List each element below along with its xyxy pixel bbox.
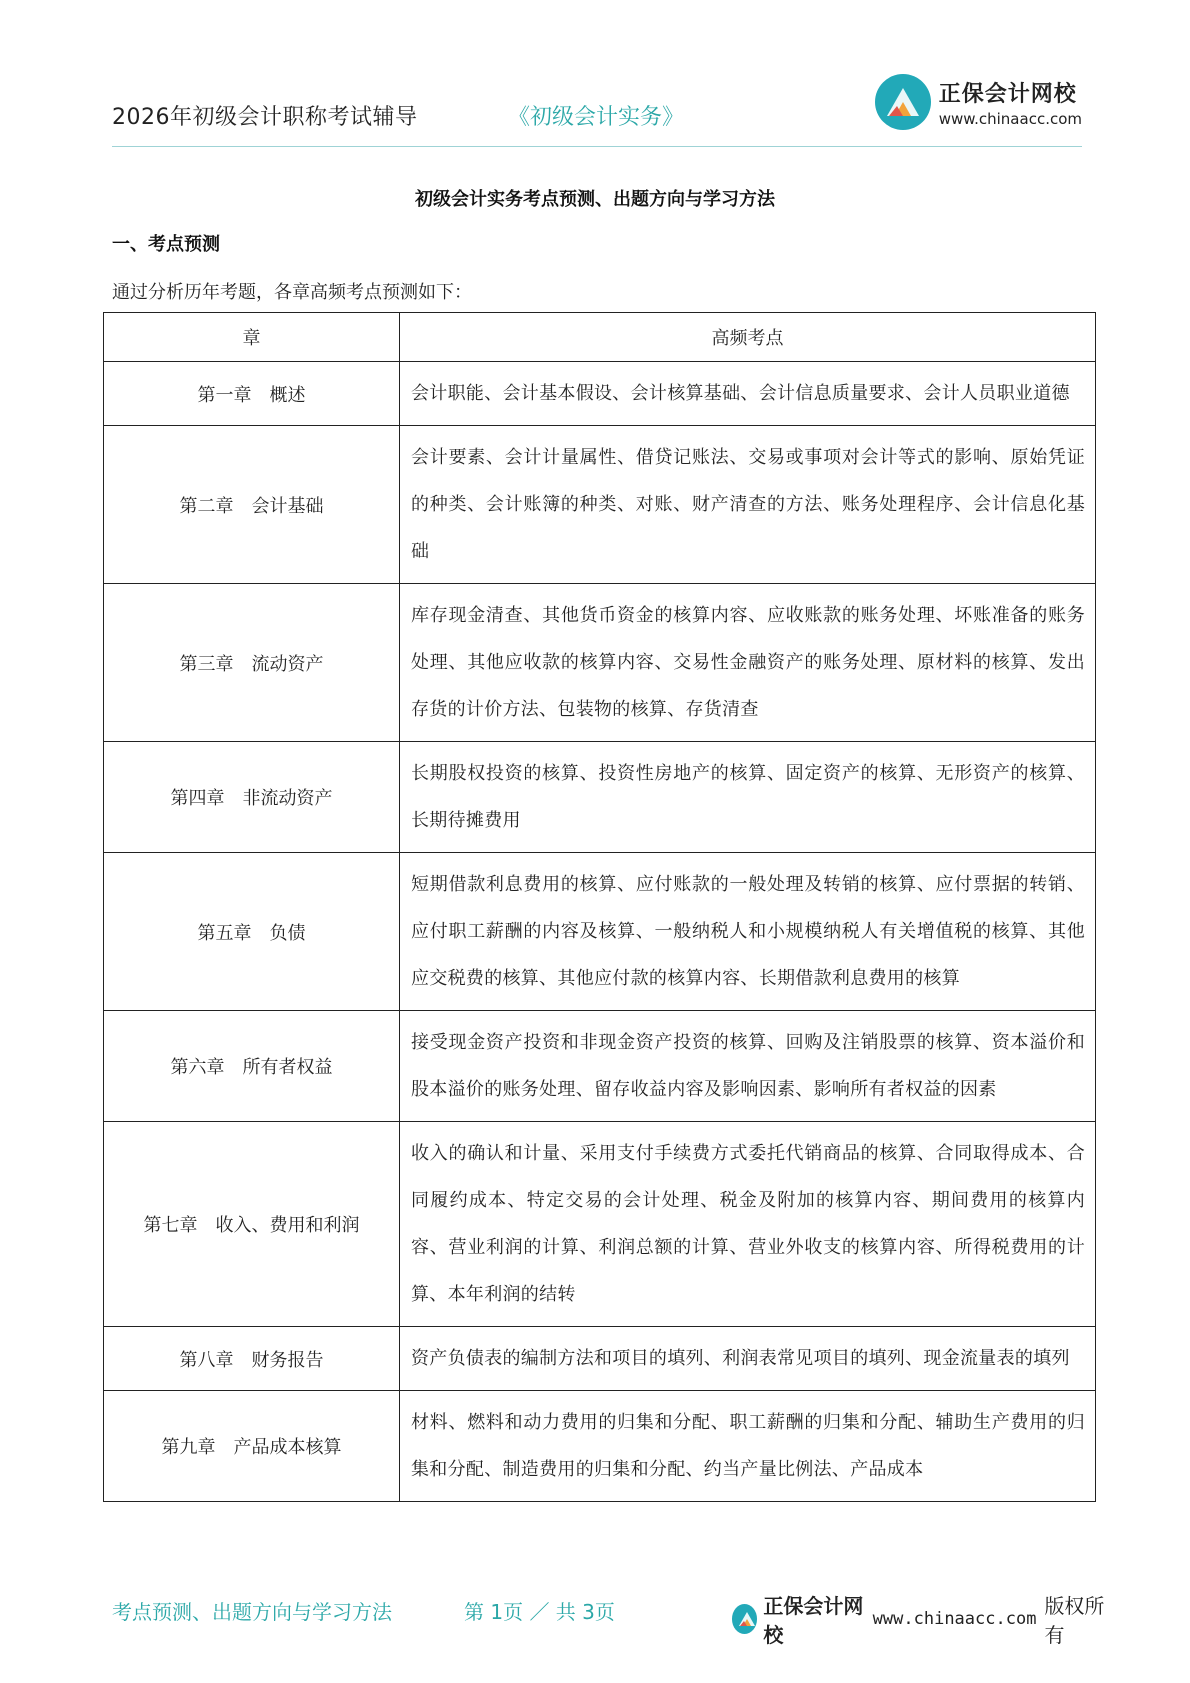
points-cell: 会计职能、会计基本假设、会计核算基础、会计信息质量要求、会计人员职业道德 [400,362,1096,426]
points-cell: 资产负债表的编制方法和项目的填列、利润表常见项目的填列、现金流量表的填列 [400,1327,1096,1391]
points-cell: 接受现金资产投资和非现金资产投资的核算、回购及注销股票的核算、资本溢价和股本溢价的账务处理、留存收益内容及影响因素、影响所有者权益的因素 [400,1011,1096,1122]
column-header-points: 高频考点 [400,313,1096,362]
points-cell: 材料、燃料和动力费用的归集和分配、职工薪酬的归集和分配、辅助生产费用的归集和分配、制造费用的归集和分配、约当产量比例法、产品成本 [400,1391,1096,1502]
column-header-chapter: 章 [104,313,400,362]
table-row [104,742,1096,853]
header-divider [112,146,1082,147]
chapter-cell: 第六章 所有者权益 [104,1011,400,1122]
footer-url: www.chinaacc.com [872,1609,1037,1629]
table-row [104,853,1096,1011]
document-title: 初级会计实务考点预测、出题方向与学习方法 [415,189,775,210]
chapter-cell: 第五章 负债 [104,853,400,1011]
brand-name: 正保会计网校 [938,81,1077,107]
table-row [104,584,1096,742]
points-cell: 长期股权投资的核算、投资性房地产的核算、固定资产的核算、无形资产的核算、长期待摊费用 [400,742,1096,853]
points-cell: 会计要素、会计计量属性、借贷记账法、交易或事项对会计等式的影响、原始凭证的种类、会计账簿的种类、对账、财产清查的方法、账务处理程序、会计信息化基础 [400,426,1096,584]
logo-icon [875,74,931,130]
points-cell: 收入的确认和计量、采用支付手续费方式委托代销商品的核算、合同取得成本、合同履约成本、特定交易的会计处理、税金及附加的核算内容、期间费用的核算内容、营业利润的计算、利润总额的计算、营业外收支的核算内容、所得税费用的计算、本年利润的结转 [400,1122,1096,1327]
chapter-cell: 第九章 产品成本核算 [104,1391,400,1502]
page-header [112,70,1082,150]
chapter-cell: 第八章 财务报告 [104,1327,400,1391]
footer-topic: 考点预测、出题方向与学习方法 [112,1600,392,1624]
course-title: 《初级会计实务》 [508,105,685,130]
table-row [104,1122,1096,1327]
footer-rights: 版权所有 [1044,1594,1105,1647]
section-heading: 一、考点预测 [112,234,220,255]
points-cell: 库存现金清查、其他货币资金的核算内容、应收账款的账务处理、坏账准备的账务处理、其他应收款的核算内容、交易性金融资产的账务处理、原材料的核算、发出存货的计价方法、包装物的核算、存货清查 [400,584,1096,742]
exam-title: 2026年初级会计职称考试辅导 [112,105,418,130]
points-cell: 短期借款利息费用的核算、应付账款的一般处理及转销的核算、应付票据的转销、应付职工薪酬的内容及核算、一般纳税人和小规模纳税人有关增值税的核算、其他应交税费的核算、其他应付款的核算内容、长期借款利息费用的核算 [400,853,1096,1011]
footer-brand-block [732,1590,1112,1648]
footer-logo-icon [732,1604,757,1634]
chapter-cell: 第一章 概述 [104,362,400,426]
page-number: 第 1页 ／ 共 3页 [464,1600,615,1624]
chapter-cell: 第七章 收入、费用和利润 [104,1122,400,1327]
chapter-cell: 第三章 流动资产 [104,584,400,742]
table-header-row [104,313,1096,362]
intro-text: 通过分析历年考题，各章高频考点预测如下： [112,282,472,303]
brand-url: www.chinaacc.com [938,109,1082,128]
page-footer [112,1590,1112,1647]
table-row [104,1391,1096,1502]
chapter-cell: 第二章 会计基础 [104,426,400,584]
table-row [104,1011,1096,1122]
table-row [104,426,1096,584]
table-row [104,1327,1096,1391]
exam-points-table [103,312,1096,1502]
chapter-cell: 第四章 非流动资产 [104,742,400,853]
table-row [104,362,1096,426]
brand-logo [875,74,1082,130]
footer-brand: 正保会计网校 [763,1594,864,1647]
